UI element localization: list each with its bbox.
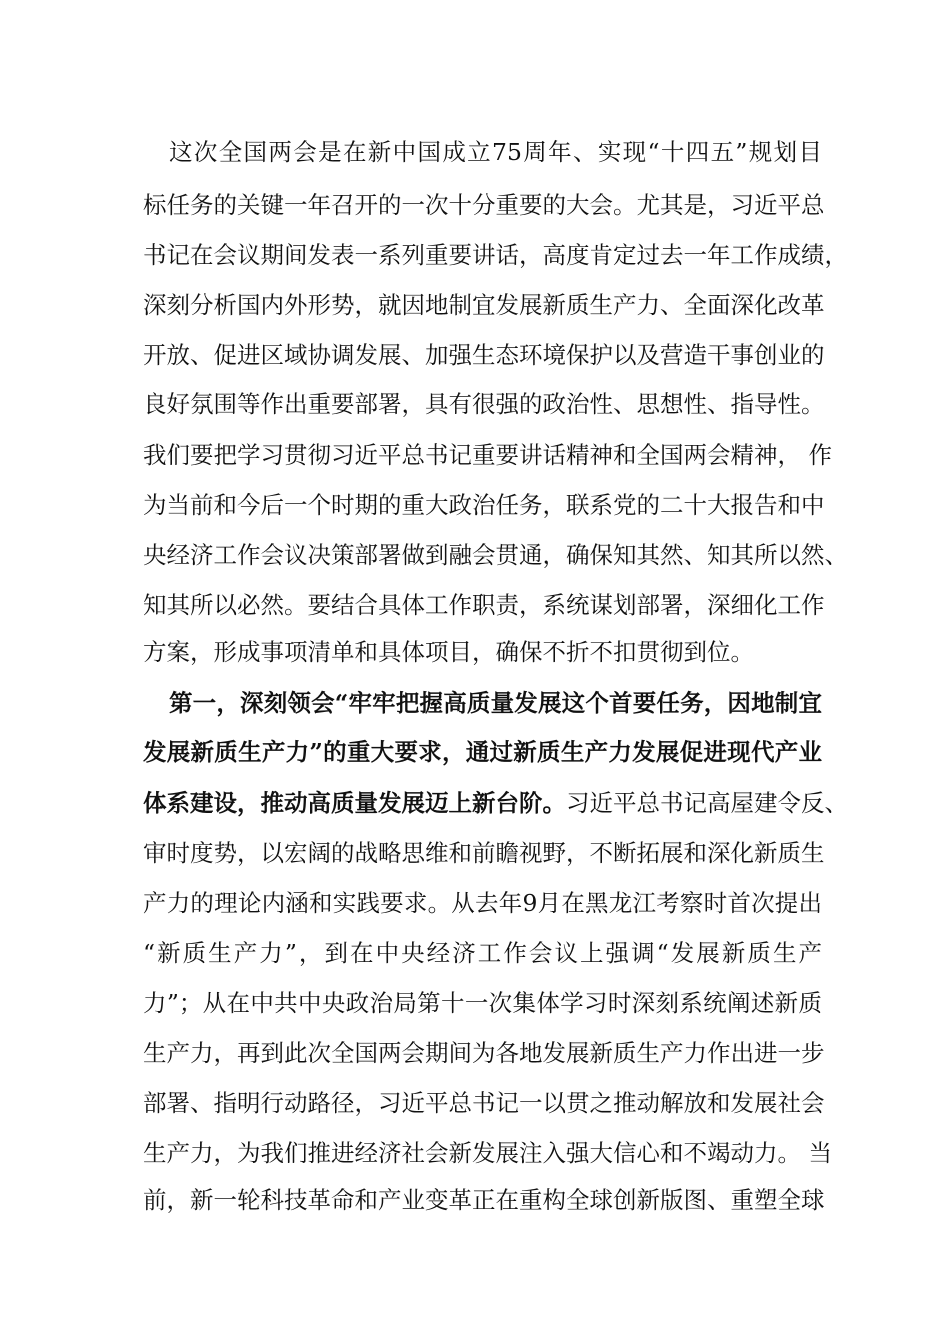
text-line — [143, 540, 848, 570]
body-text: 开放、促进区域协调发展、加强生态环境保护以及营造干事创业的 — [143, 341, 825, 369]
text-line — [143, 888, 822, 918]
text-line — [143, 590, 825, 620]
text-line — [143, 1038, 825, 1068]
body-text: 深刻分析国内外形势，就因地制宜发展新质生产力、全面深化改革 — [143, 291, 825, 319]
body-text: 习近平总书记高屋建令反、 — [566, 789, 848, 817]
text-line — [169, 688, 822, 718]
text-line — [143, 988, 822, 1018]
body-text: 部署、指明行动路径，习近平总书记一以贯之推动解放和发展社会 — [143, 1089, 825, 1117]
text-line — [143, 788, 848, 818]
text-line — [143, 838, 825, 868]
text-line — [143, 340, 825, 370]
body-text: 央经济工作会议决策部署做到融会贯通，确保知其然、知其所以然、 — [143, 541, 848, 569]
body-text: 书记在会议期间发表一系列重要讲话，高度肯定过去一年工作成绩， — [143, 241, 848, 269]
text-line — [143, 490, 825, 520]
body-text: 审时度势，以宏阔的战略思维和前瞻视野，不断拓展和深化新质生 — [143, 839, 825, 867]
text-line — [143, 290, 825, 320]
body-text: 标任务的关键一年召开的一次十分重要的大会。尤其是，习近平总 — [143, 191, 825, 219]
body-text: 这次全国两会是在新中国成立75周年、实现“十四五”规划目 — [169, 138, 822, 166]
text-line — [143, 1185, 825, 1215]
text-line — [143, 389, 825, 419]
body-text: 生产力，为我们推进经济社会新发展注入强大信心和不竭动力。 当 — [143, 1139, 832, 1167]
text-line — [143, 1088, 825, 1118]
bold-heading-text: 第一，深刻领会“牢牢把握高质量发展这个首要任务，因地制宜 — [169, 689, 822, 717]
body-text: 生产力，再到此次全国两会期间为各地发展新质生产力作出进一步 — [143, 1039, 825, 1067]
text-line — [143, 938, 822, 968]
text-line — [143, 190, 825, 220]
text-line — [143, 1138, 832, 1168]
text-line — [143, 737, 822, 767]
body-text: 为当前和今后一个时期的重大政治任务，联系党的二十大报告和中 — [143, 491, 825, 519]
text-line — [143, 440, 832, 470]
body-text: 知其所以必然。要结合具体工作职责，系统谋划部署，深细化工作 — [143, 591, 825, 619]
body-text: 前，新一轮科技革命和产业变革正在重构全球创新版图、重塑全球 — [143, 1186, 825, 1214]
text-line — [143, 240, 848, 270]
body-text: “新质生产力”，到在中央经济工作会议上强调“发展新质生产 — [143, 939, 822, 967]
bold-heading-text: 体系建设，推动高质量发展迈上新台阶。 — [143, 789, 566, 817]
text-line — [143, 637, 822, 667]
body-text: 我们要把学习贯彻习近平总书记重要讲话精神和全国两会精神， 作 — [143, 441, 832, 469]
body-text: 方案，形成事项清单和具体项目，确保不折不扣贯彻到位。 — [143, 638, 754, 666]
body-text: 产力的理论内涵和实践要求。从去年9月在黑龙江考察时首次提出 — [143, 889, 822, 917]
text-line — [169, 137, 822, 167]
body-text: 良好氛围等作出重要部署，具有很强的政治性、思想性、指导性。 — [143, 390, 825, 418]
body-text: 力”；从在中共中央政治局第十一次集体学习时深刻系统阐述新质 — [143, 989, 822, 1017]
bold-heading-text: 发展新质生产力”的重大要求，通过新质生产力发展促进现代产业 — [143, 738, 822, 766]
